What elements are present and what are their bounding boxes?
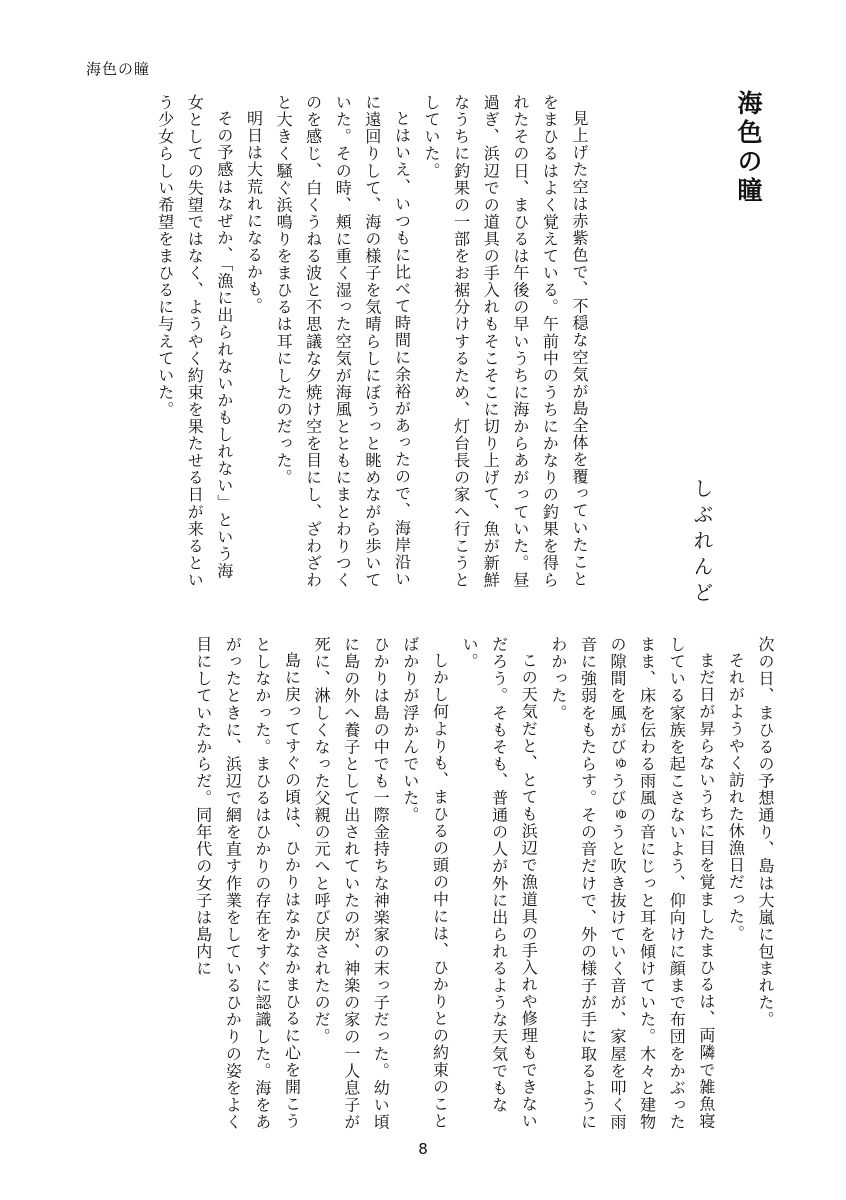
lower-text-block — [128, 636, 780, 1136]
upper-text-block — [130, 94, 594, 594]
paragraph: 明日は大荒れになるかも。 — [244, 110, 264, 315]
paragraph: しかし何よりも、まひるの頭の中には、ひかりとの約束のことばかりが浮かんでいた。 — [400, 636, 450, 1130]
paragraph: 島に戻ってすぐの頃は、ひかりはなかなかまひるに心を開こうとしなかった。まひるはひかりの存在をすぐに認識した。海をあがったときに、浜辺で網を直す作業をしているひかりの姿をよく目にしていたからだ。同年代の女子は島内に — [193, 636, 302, 1131]
paragraph: 見上げた空は赤紫色で、不穏な空気が島全体を覆っていたことをまひるはよく覚えている。午前中のうちにかなりの釣果を得られたその日、まひるは午後の早いうちに海からあがっていた。昼過ぎ、浜辺での道具の手入れもそこそこに切り上げて、魚が新鮮なうちに釣果の一部をお裾分けするため、灯台長の家へ行こうとしていた。 — [422, 94, 589, 589]
paragraph: この天気だと、とても浜辺で漁道具の手入れや修理もできないだろう。そもそも、普通の人が外に出られるような天気でもない。 — [460, 636, 539, 1130]
story-title: 海色の瞳 — [734, 90, 763, 206]
paragraph: 次の日、まひるの予想通り、島は大嵐に包まれた。 — [756, 636, 775, 1029]
paragraph: ひかりは島の中でも一際金持ちな神楽家の末っ子だった。幼い頃に島の外へ養子として出されていたのが、神楽の家の一人息子が死に、淋しくなった父親の元へと呼び戻されたのだ。 — [312, 636, 391, 1131]
author-name: しぶれんど — [690, 478, 714, 608]
running-header: 海色の瞳 — [86, 60, 151, 78]
paragraph: それがようやく訪れた休漁日だった。 — [726, 652, 746, 942]
paragraph: まだ日が昇らないうちに目を覚ましたまひるは、両隣で雑魚寝している家族を起こさないよう、仰向けに顔まで布団をかぶったまま、床を伝わる雨風の音にじっと耳を傾けていた。木々と建物の隙間を風がびゅうびゅうと吹き抜けていく音が、家屋を叩く雨音に強弱をもたらす。その音だけで、外の様子が手に取るようにわかった。 — [548, 636, 716, 1131]
page-number: 8 — [418, 1140, 428, 1158]
paragraph: とはいえ、いつもに比べて時間に余裕があったので、海岸沿いに遠回りして、海の様子を気晴らしにぼうっと眺めながら歩いていた。その時、頬に重く湿った空気が海風とともにまとわりつくのを感じ、白くうねる波と不思議な夕焼け空を目にし、ざわざわと大きく騒ぐ浜鳴りをまひるは耳にしたのだった。 — [274, 94, 412, 589]
paragraph: その予感はなぜか、「漁に出られないかもしれない」という海女としての失望ではなく、ようやく約束を果たせる日が来るという少女らしい希望をまひるに与えていた。 — [155, 94, 234, 589]
